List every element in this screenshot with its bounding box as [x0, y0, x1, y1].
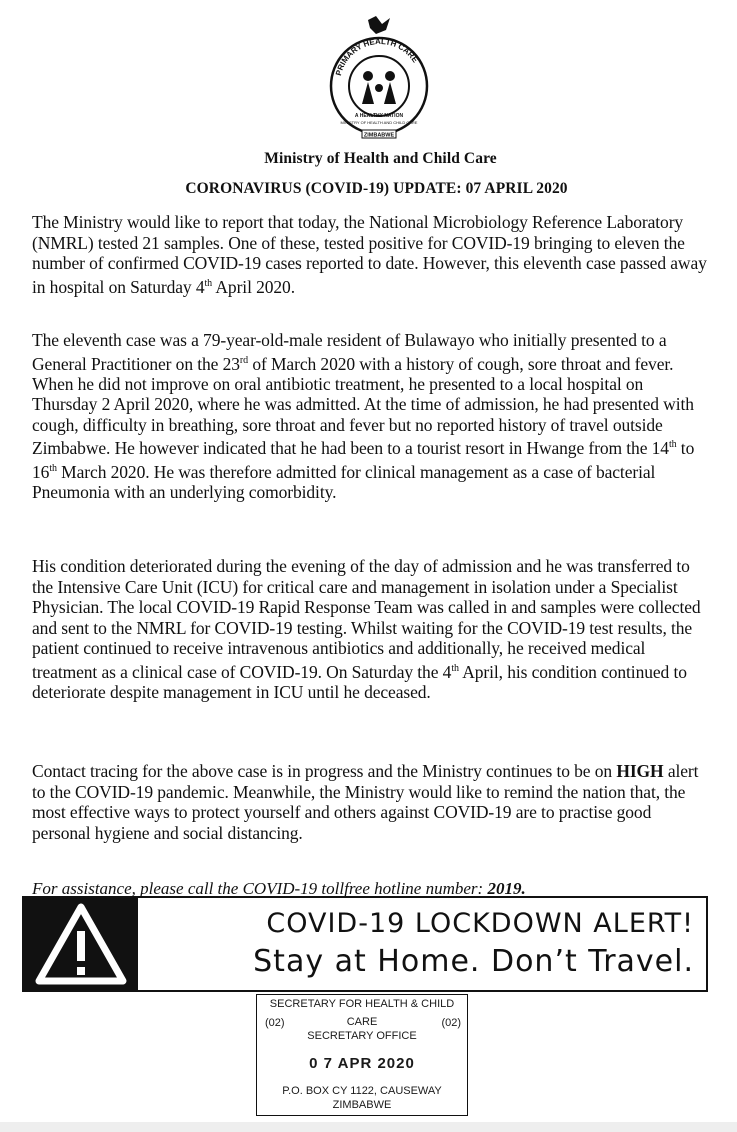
page-bottom-edge: [0, 1122, 737, 1132]
logo-text-mid: A HEALTHY NATION: [354, 113, 404, 119]
ministry-emblem-logo: [318, 14, 440, 140]
hotline-text: For assistance, please call the COVID-19 tollfree hotline number:: [32, 879, 488, 898]
stamp-org: SECRETARY FOR HEALTH & CHILD: [269, 998, 455, 1010]
stamp-code-right: (02): [441, 1017, 461, 1029]
alert-line-1: COVID-19 LOCKDOWN ALERT!: [266, 908, 694, 939]
warning-triangle-icon: [33, 901, 129, 987]
hotline-number: 2019.: [487, 879, 526, 898]
lockdown-alert-banner: [22, 896, 708, 992]
stamp-code-left: (02): [265, 1017, 285, 1029]
paragraph-3: His condition deteriorated during the evening of the day of admission and he was transferred to the Intensive Care Unit (ICU) for critical care and management in isolation under a Specialist Physician. The local COVID-19 Rapid Response Team was called in and samples were collected and sent to the NMRL for COVID-19 testing. Whilst waiting for the COVID-19 test results, the patient continued to receive intravenous antibiotics and additionally, he received medical treatment as a clinical case of COVID-19. On Saturday the 4th April, his condition continued to deteriorate despite management in ICU until he deceased.: [32, 556, 701, 702]
stamp-date: 0 7 APR 2020: [309, 1055, 415, 1072]
stamp-country: ZIMBABWE: [332, 1099, 392, 1111]
stamp-office: SECRETARY OFFICE: [307, 1030, 417, 1042]
paragraph-1: The Ministry would like to report that today, the National Microbiology Reference Laboratory (NMRL) tested 21 samples. One of these, tested positive for COVID-19 bringing to eleven the number of confirmed COVID-19 cases reported to date. However, this eleventh case passed away in hospital on Saturday 4th April 2020.: [32, 212, 707, 297]
secretary-office-stamp: [256, 994, 468, 1116]
stamp-care: CARE: [346, 1016, 378, 1028]
alert-icon-container: [24, 898, 138, 990]
logo-country: ZIMBABWE: [363, 132, 395, 139]
update-title: CORONAVIRUS (COVID-19) UPDATE: 07 APRIL 2020: [185, 180, 568, 197]
stamp-po-box: P.O. BOX CY 1122, CAUSEWAY: [282, 1085, 442, 1097]
logo-text-bottom: MINISTRY OF HEALTH AND CHILD CARE: [340, 120, 418, 125]
alert-line-2: Stay at Home. Don’t Travel.: [253, 944, 694, 979]
logo-text-top: PRIMARY HEALTH CARE: [333, 36, 420, 77]
alert-text: [138, 898, 706, 990]
ministry-name: Ministry of Health and Child Care: [264, 150, 497, 167]
paragraph-2: The eleventh case was a 79-year-old-male resident of Bulawayo who initially presented to a General Practitioner on the 23rd of March 2020 with a history of cough, sore throat and fever. When he did not improve on oral antibiotic treatment, he presented to a local hospital on Thursday 2 April 2020, where he was admitted. At the time of admission, he had presented with cough, difficulty in breathing, sore throat and fever but no reported history of travel outside Zimbabwe. He however indicated that he had been to a tourist resort in Hwange from the 14th to 16th March 2020. He was therefore admitted for clinical management as a case of bacterial Pneumonia with an underlying comorbidity.: [32, 330, 695, 502]
paragraph-4: Contact tracing for the above case is in progress and the Ministry continues to be on HIGH alert to the COVID-19 pandemic. Meanwhile, the Ministry would like to remind the nation that, the most effective ways to protect yourself and others against COVID-19 are to practise good personal hygiene and social distancing.: [32, 761, 699, 843]
